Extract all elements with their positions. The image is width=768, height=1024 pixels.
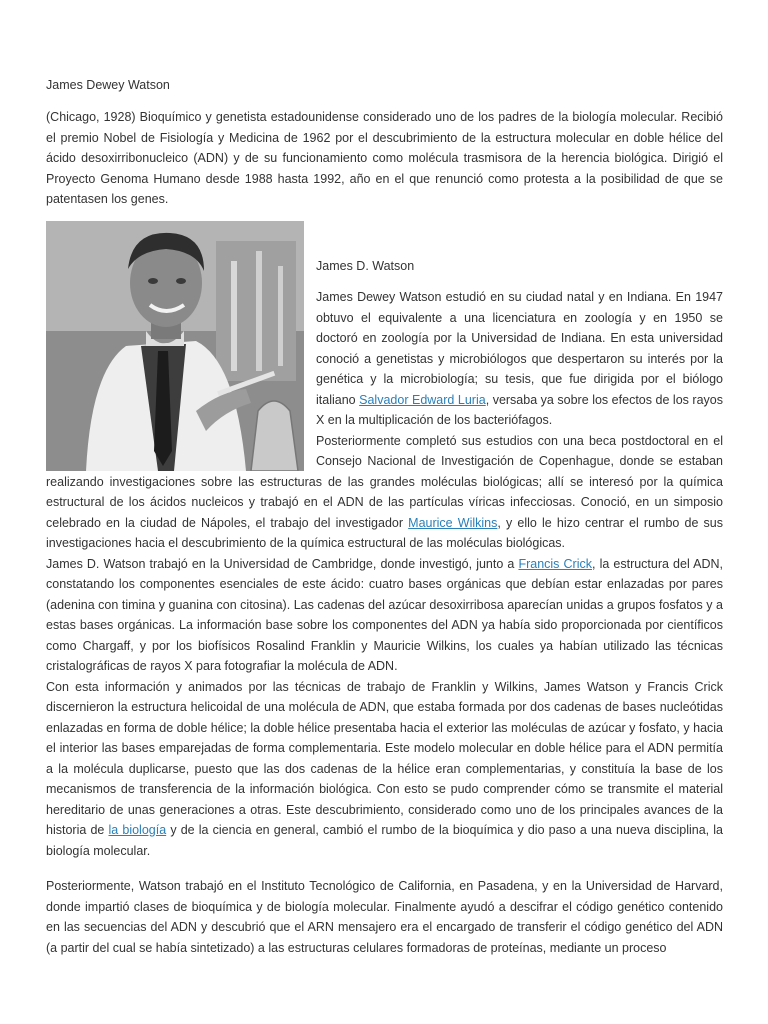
- p1-text-a: James Dewey Watson estudió en su ciudad natal y en Indiana. En 1947 obtuvo el equivalente a una licenciatura en zoología y en 1950 se doctoró en zoología por la Universidad de Indiana. En esta universidad conoció a genetistas y microbiólogos que despertaron su interés por la genética y la microbiología; su tesis, que fue dirigida por el biólogo italiano: [316, 290, 723, 407]
- article-body: [46, 221, 723, 958]
- p3-text-a: James D. Watson trabajó en la Universidad de Cambridge, donde investigó, junto a: [46, 556, 519, 571]
- link-salvador-edward-luria[interactable]: Salvador Edward Luria: [359, 392, 486, 407]
- p4-text-a: Con esta información y animados por las técnicas de trabajo de Franklin y Wilkins, James Watson y Francis Crick discernieron la estructura helicoidal de una molécula de ADN, que estaba formada por dos cadenas de bases nucleótidas enlazadas en forma de doble hélice; la doble hélice presentaba hacia el exterior las moléculas de azúcar y fosfato, y hacia el interior las bases emparejadas de forma complementaria. Este modelo molecular en doble hélice para el ADN permitía a la molécula duplicarse, puesto que las dos cadenas de la hélice eran complementarias, y constituía la base de los mecanismos de transferencia de la información biológica. Con esto se pudo comprender cómo se transmite el material hereditario de unas generaciones a otras. Este descubrimiento, considerado como uno de los principales avances de la historia de: [46, 679, 723, 837]
- photo-caption: James D. Watson: [316, 259, 415, 273]
- p2-text-b: , y ello le hizo centrar el rumbo de sus investigaciones hacia el descubrimiento de la química estructural de las moléculas biológicas.: [46, 515, 724, 550]
- p1-text-b: , versaba ya sobre los efectos de los rayos X en la multiplicación de los bacteriófagos.: [316, 392, 723, 427]
- link-francis-crick[interactable]: Francis Crick: [518, 556, 592, 571]
- link-maurice-wilkins[interactable]: Maurice Wilkins: [408, 515, 498, 530]
- portrait-illustration: [46, 221, 304, 471]
- paragraph-caltech-harvard: Posteriormente, Watson trabajó en el Instituto Tecnológico de California, en Pasadena, y en la Universidad de Harvard, donde impartió clases de bioquímica y de biología molecular. Finalmente ayudó a descifrar el código genético contenido en las secuencias del ADN y descubrió que el ARN mensajero era el encargado de transferir el código genético del ADN (a partir del cual se había sintetizado) a las estructuras celulares formadoras de proteínas, mediante un proceso: [46, 879, 723, 955]
- intro-paragraph: (Chicago, 1928) Bioquímico y genetista estadounidense considerado uno de los padres de la biología molecular. Recibió el premio Nobel de Fisiología y Medicina de 1962 por el descubrimiento de la estructura molecular en doble hélice del ácido desoxirribonucleico (ADN) y de su funcionamiento como molécula trasmisora de la herencia biológica. Dirigió el Proyecto Genoma Humano desde 1988 hasta 1992, año en el que renunció como protesta a la posibilidad de que se patentasen los genes.: [46, 110, 723, 206]
- p4-text-b: y de la ciencia en general, cambió el rumbo de la bioquímica y dio paso a una nueva disciplina, la biología molecular.: [46, 823, 723, 858]
- link-la-biologia[interactable]: la biología: [108, 823, 167, 837]
- article-title: James Dewey Watson: [46, 78, 170, 92]
- paragraph-double-helix: [46, 677, 723, 862]
- p2-text-a: Posteriormente completó sus estudios con una beca postdoctoral en el Consejo Nacional de Investigación de Copenhague, donde se estaban realizando investigaciones sobre las estructuras de las grandes moléculas biológicas; allí se interesó por la química estructural de los ácidos nucleicos y trabajó en el ADN de las partículas víricas infecciosas. Conoció, en un simposio celebrado en la ciudad de Nápoles, el trabajo del investigador: [46, 433, 723, 530]
- paragraph-cambridge: [46, 554, 723, 677]
- p3-text-b: , la estructura del ADN, constatando los componentes esenciales de este ácido: cuatro bases orgánicas que debían estar enlazadas por pares (adenina con timina y guanina con citosina). Las cadenas del azúcar desoxirribosa aparecían unidas a grupos fosfatos y a estas bases orgánicas. La información base sobre los componentes del ADN ya había sido proporcionada por científicos como Chargaff, y por los biofísicos Rosalind Franklin y Mauricie Wilkins, los cuales ya habían utilizado las técnicas cristalográficas de rayos X para fotografiar la molécula de ADN.: [46, 556, 724, 673]
- portrait-photo: [46, 221, 304, 471]
